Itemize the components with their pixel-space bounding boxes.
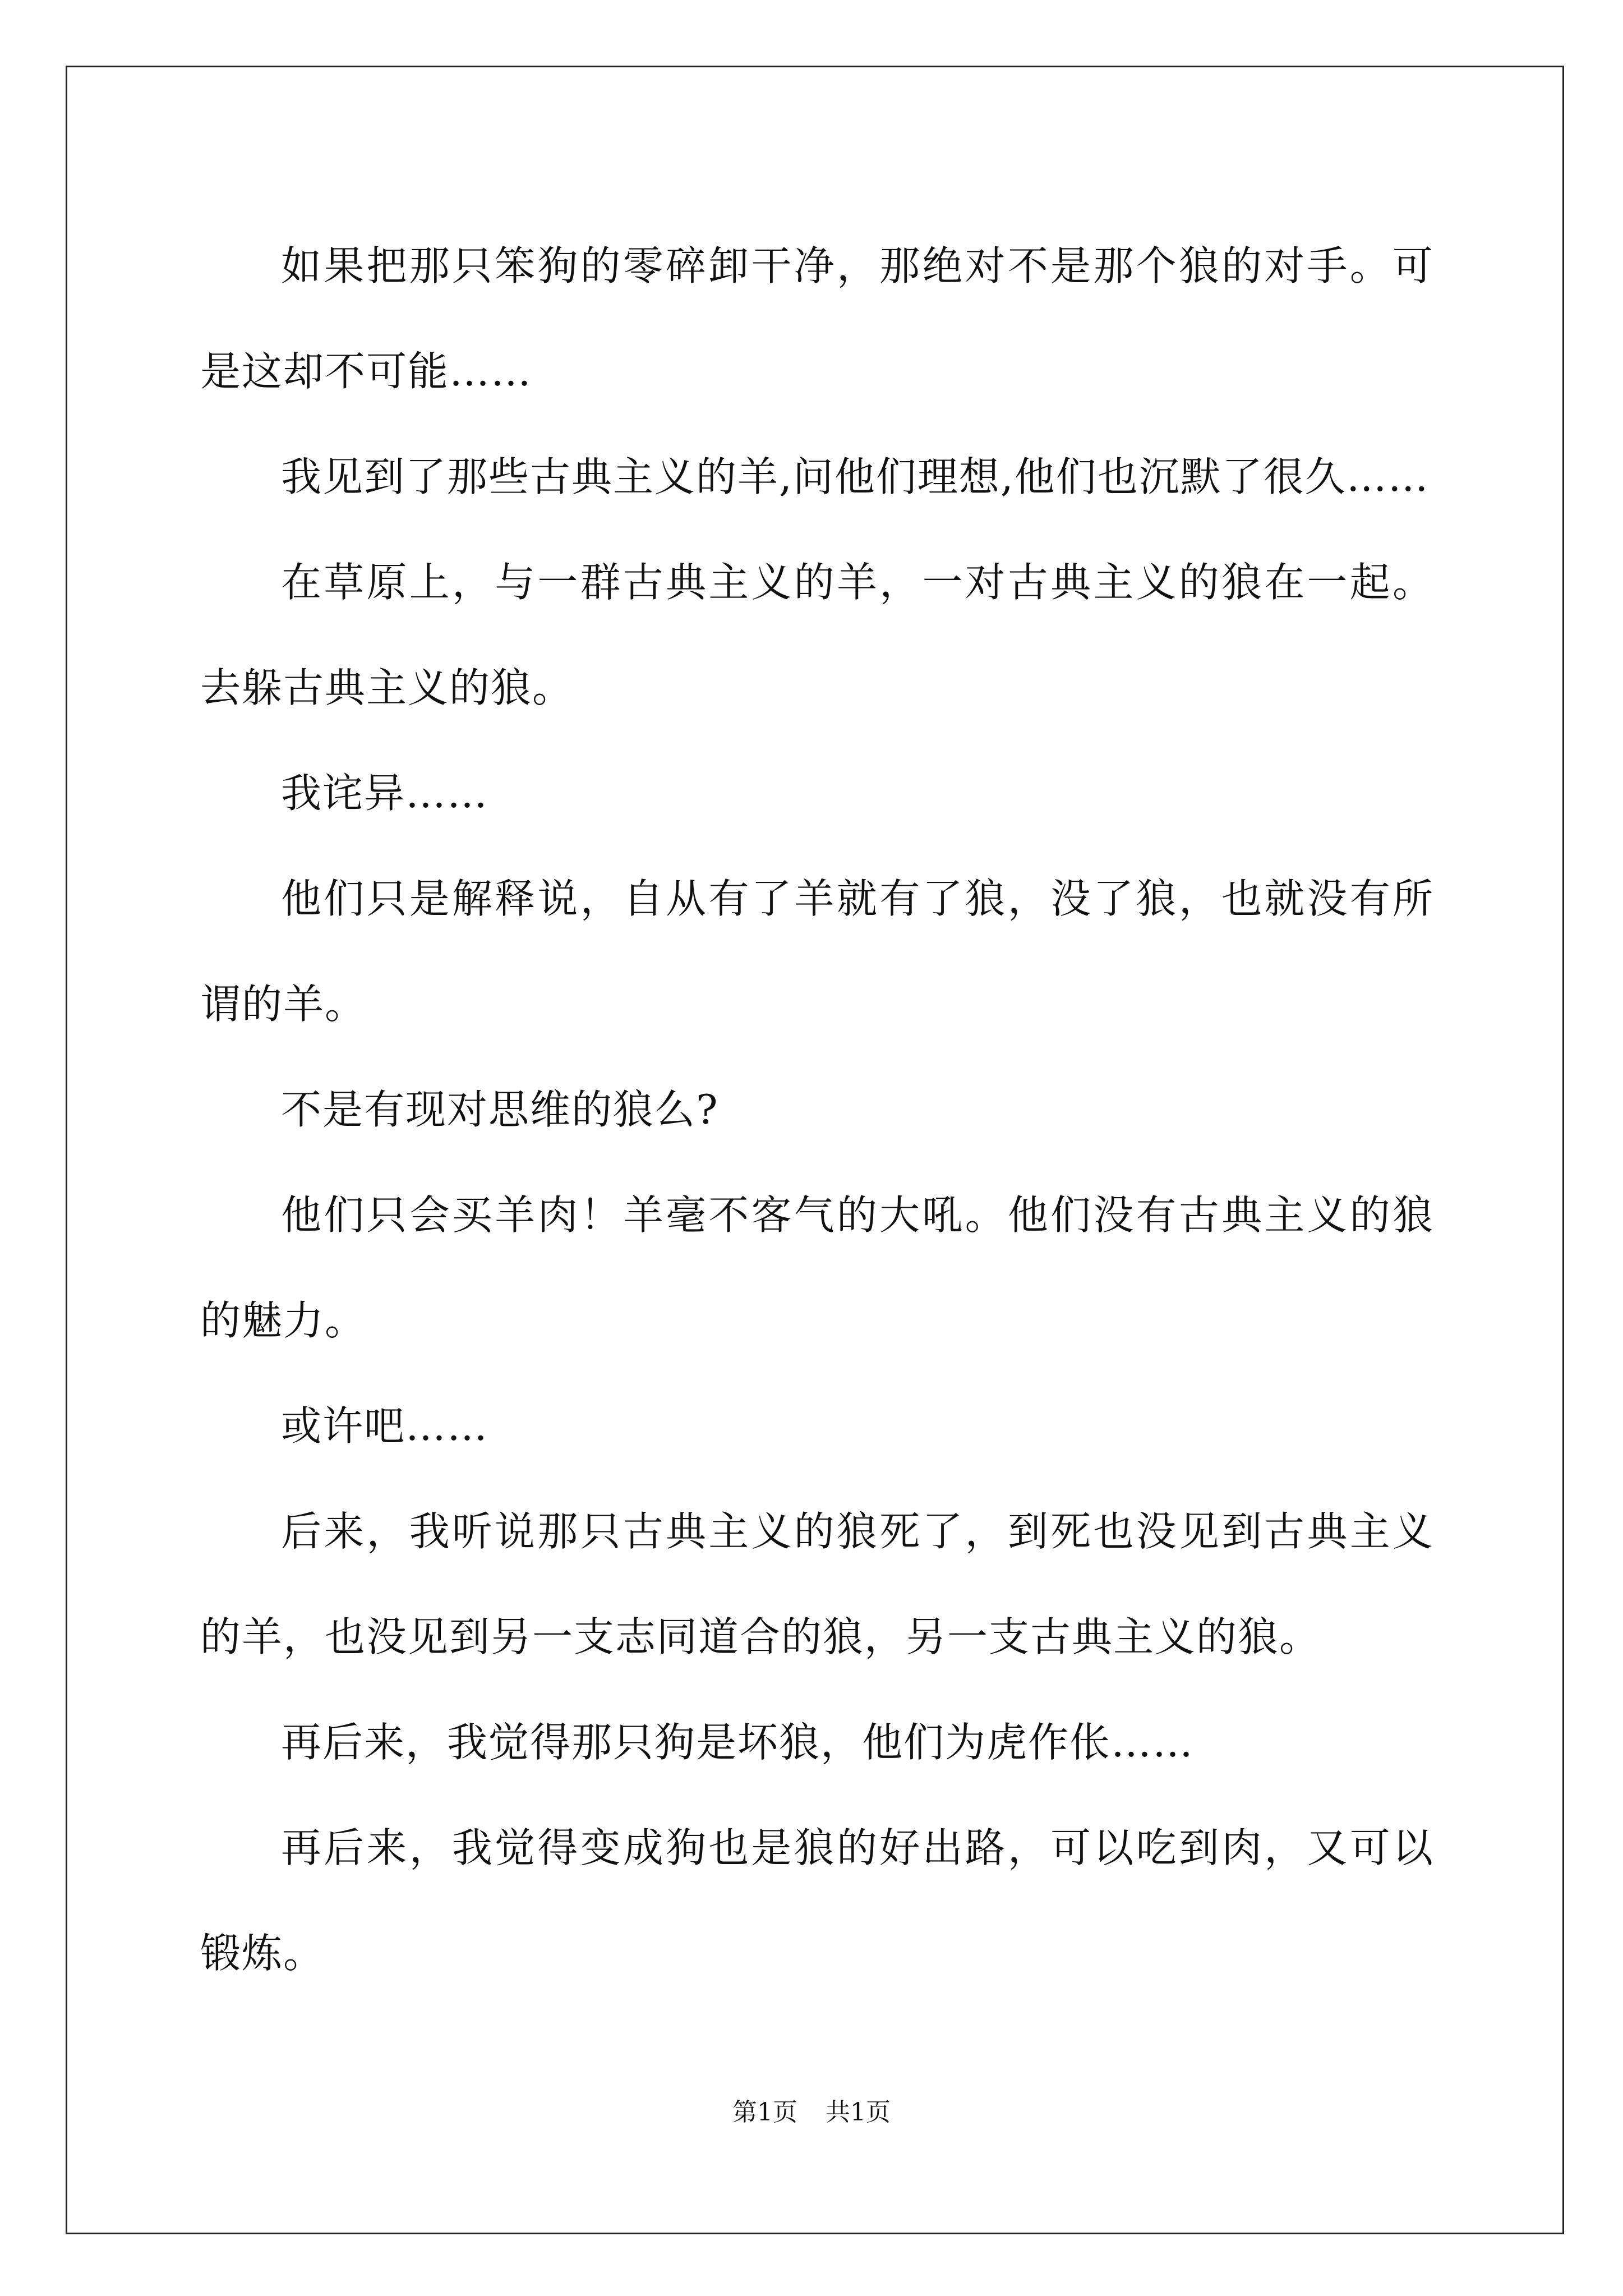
paragraph-4: 我诧异…… (281, 770, 489, 817)
paragraph-10: 再后来，我觉得那只狗是坏狼，他们为虎作伥…… (281, 1719, 1195, 1766)
page-number: 第1页 (732, 2098, 797, 2127)
paragraph-1: 如果把那只笨狗的零碎卸干净，那绝对不是那个狼的对手。可是这却不可能…… (200, 242, 1434, 395)
page-footer (0, 2096, 1623, 2129)
paragraph-8: 或许吧…… (281, 1402, 489, 1450)
paragraph-6: 不是有现对思维的狼么? (281, 1086, 719, 1133)
paragraph-9: 后来，我听说那只古典主义的狼死了，到死也没见到古典主义的羊，也没见到另一支志同道合的狼，另一支古典主义的狼。 (200, 1508, 1434, 1660)
document-body (200, 213, 1434, 2006)
paragraph-5: 他们只是解释说，自从有了羊就有了狼，没了狼，也就没有所谓的羊。 (200, 875, 1434, 1028)
page-total: 共1页 (826, 2098, 891, 2127)
paragraph-3: 在草原上，与一群古典主义的羊，一对古典主义的狼在一起。去躲古典主义的狼。 (200, 559, 1434, 711)
paragraph-2: 我见到了那些古典主义的羊,问他们理想,他们也沉默了很久…… (281, 453, 1430, 500)
paragraph-7: 他们只会买羊肉！羊毫不客气的大吼。他们没有古典主义的狼的魅力。 (200, 1191, 1434, 1344)
paragraph-11: 再后来，我觉得变成狗也是狼的好出路，可以吃到肉，又可以锻炼。 (200, 1824, 1434, 1977)
